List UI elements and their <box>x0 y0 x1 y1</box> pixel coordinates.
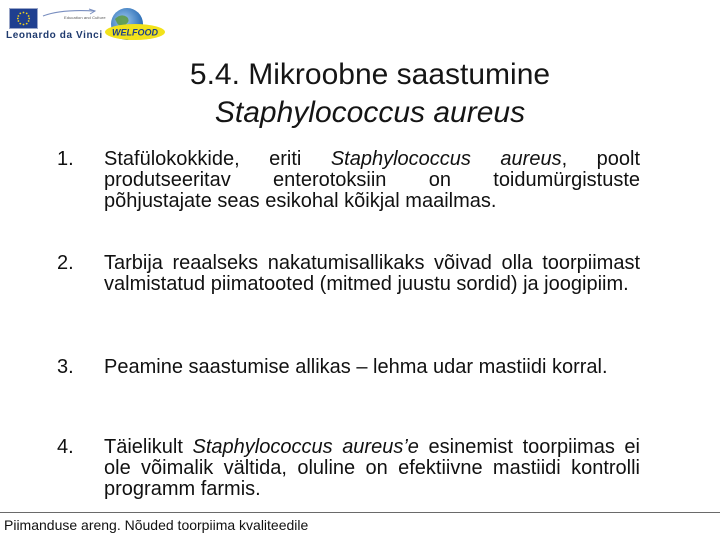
welfood-logo-icon <box>105 5 167 47</box>
header-logos <box>0 0 200 50</box>
species-name: Staphylococcus aureus’e <box>192 436 419 458</box>
list-item-text: Peamine saastumise allikas – lehma udar mastiidi korral. <box>104 356 608 378</box>
list-item-text: Täielikult Staphylococcus aureus’e esinemist toorpiimas ei ole võimalik vältida, oluline on efektiivne mastiidi kontrolli programm farmis. <box>104 436 640 500</box>
species-name: Staphylococcus aureus <box>330 148 562 170</box>
slide-title: 5.4. Mikroobne saastumine <box>189 58 551 91</box>
eu-flag-icon <box>9 8 38 29</box>
list-item-number: 2. <box>57 252 74 274</box>
list-item-number: 3. <box>57 356 74 378</box>
eu-subtitle: Education and Culture <box>64 15 106 20</box>
list-item-text: Stafülokokkide, eriti Staphylococcus aureus, poolt produtseeritav enterotoksiin on toidumürgistuste põhjustajate seas esikohal kõikjal maailmas. <box>104 148 640 212</box>
list-item-number: 4. <box>57 436 74 458</box>
welfood-logo-text: WELFOOD <box>112 27 158 38</box>
slide-subtitle: Staphylococcus aureus <box>214 96 526 129</box>
footer-text: Piimanduse areng. Nõuded toorpiima kvaliteedile <box>4 517 309 533</box>
program-name: Leonardo da Vinci <box>6 30 103 41</box>
list-item-text: Tarbija reaalseks nakatumisallikaks võivad olla toorpiimast valmistatud piimatooted (mitmed juustu sordid) ja joogipiim. <box>104 252 640 295</box>
list-item-number: 1. <box>57 148 74 170</box>
footer-divider <box>0 512 720 513</box>
